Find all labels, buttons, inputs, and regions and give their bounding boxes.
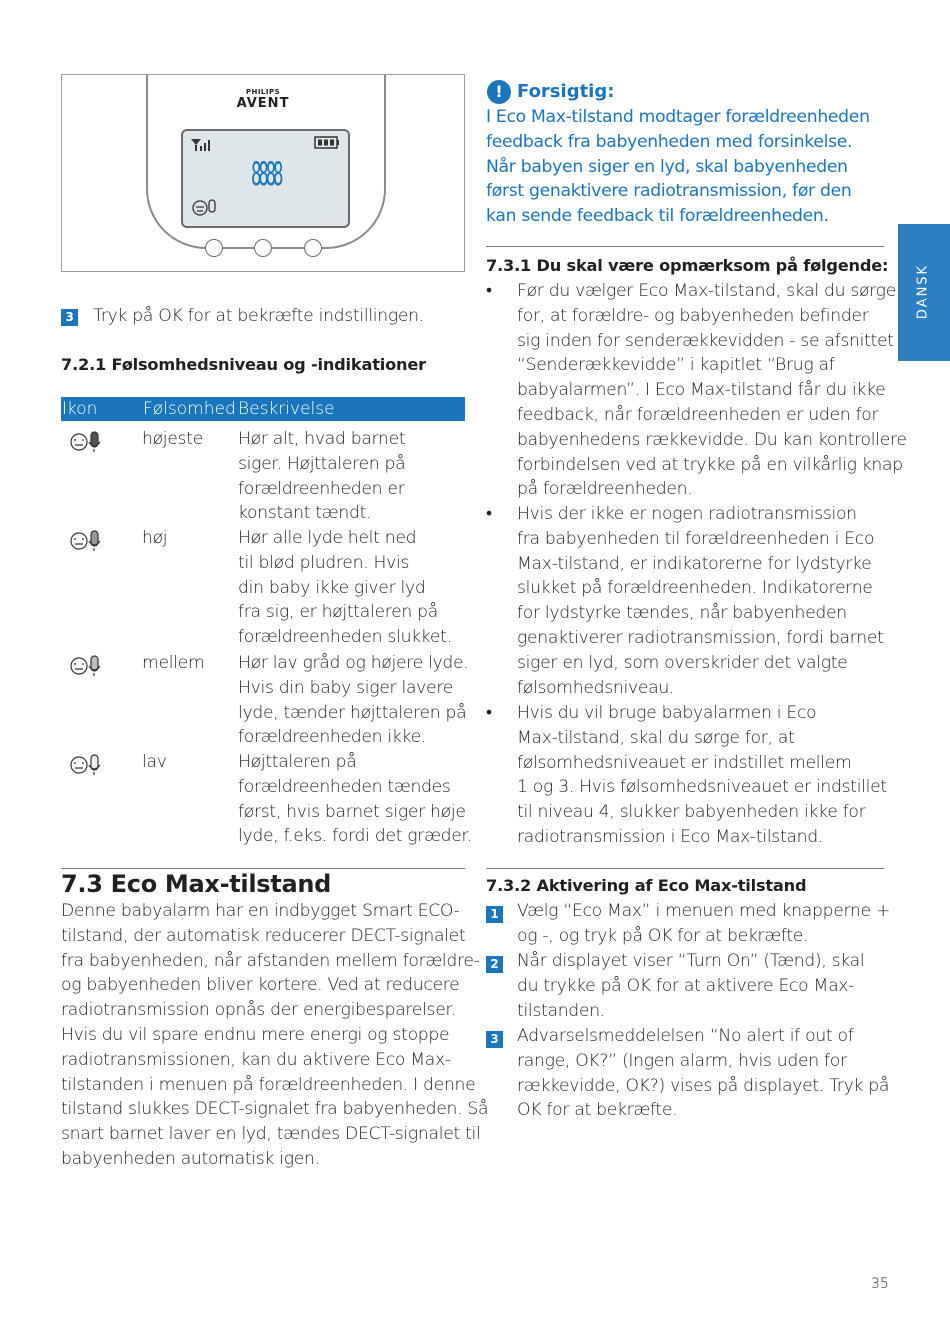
section-731-title: 7.3.1 Du skal være opmærksom på følgende: — [486, 256, 889, 275]
step-3 — [61, 304, 424, 329]
caution-icon: ! — [487, 80, 511, 104]
section-73-body — [61, 899, 488, 1172]
text-line: for, at forældre- og babyenheden befinder — [517, 305, 869, 326]
text-line: først genaktivere radiotransmission, før den — [486, 181, 852, 202]
text-line: og -, og tryk på OK for at bekræfte. — [517, 925, 809, 946]
text-line: for lydstyrke tændes, når babyenheden — [517, 603, 847, 624]
text-line: slukket på forældreenheden. Indikatorerne — [517, 578, 873, 599]
sensitivity-level-icon — [68, 752, 116, 780]
text-line: Hvis du vil bruge babyalarmen i Eco — [517, 703, 817, 723]
col-header-description: Beskrivelse — [238, 399, 335, 419]
brand-avent: AVENT — [236, 96, 290, 111]
signal-icon — [191, 139, 210, 151]
text-line: på forældreenheden. — [517, 479, 693, 500]
device-button-middle — [254, 239, 272, 257]
step-number-badge: 2 — [486, 956, 503, 973]
text-line: genaktiverer radiotransmission, fordi barnet — [517, 627, 884, 648]
step-text — [517, 949, 864, 1023]
text-line: babyenhedens rækkevidde. Du kan kontrollere — [517, 429, 907, 450]
text-line: forældreenheden er — [238, 478, 405, 499]
bullet-item — [517, 279, 907, 502]
col-header-icon: Ikon — [62, 399, 98, 419]
text-line: radiotransmissionen, kan du aktivere Eco Max- — [61, 1049, 451, 1070]
sensitivity-description — [238, 651, 468, 750]
text-line: Når babyen siger en lyd, skal babyenheden — [486, 156, 848, 177]
text-line: feedback fra babyenheden med forsinkelse. — [486, 131, 853, 152]
text-line: forældreenheden slukket. — [238, 627, 452, 648]
divider — [61, 868, 465, 869]
text-line: Max-tilstand, skal du sørge for, at — [517, 727, 795, 748]
text-line: babyalarmen”. I Eco Max-tilstand får du ikke — [517, 380, 886, 401]
step-number — [486, 1028, 503, 1048]
text-line: Hvis din baby siger lavere — [238, 677, 453, 698]
sensitivity-description — [238, 526, 452, 650]
text-line: konstant tændt. — [238, 503, 372, 524]
text-line: og babyenheden bliver kortere. Ved at reducere — [61, 975, 460, 996]
step-text — [517, 1024, 889, 1123]
text-line: Hør alt, hvad barnet — [238, 429, 406, 449]
text-line: I Eco Max-tilstand modtager forældreenheden — [486, 107, 870, 127]
sensitivity-description — [238, 750, 472, 849]
text-line: radiotransmission i Eco Max-tilstand. — [517, 826, 824, 847]
text-line: Vælg “Eco Max” i menuen med knapperne + — [517, 901, 891, 921]
sensitivity-level: lav — [142, 752, 167, 772]
bullet-item — [517, 502, 884, 700]
brand-philips: PHILIPS — [245, 88, 281, 96]
language-tab — [898, 224, 950, 361]
text-line: Højttaleren på — [238, 752, 357, 772]
sensitivity-description — [238, 427, 405, 526]
text-line: feedback, når forældreenheden er uden for — [517, 404, 879, 425]
page-number: 35 — [871, 1276, 889, 1292]
text-line: rækkevidde, OK?) vises på displayet. Tryk på — [517, 1075, 890, 1096]
col-header-sensitivity: Følsomhed — [143, 399, 236, 419]
text-line: Når displayet viser “Turn On” (Tænd), skal — [517, 951, 865, 971]
caution-title: Forsigtig: — [517, 81, 615, 102]
device-button-right — [304, 239, 322, 257]
divider — [486, 246, 884, 247]
step-text: Tryk på OK for at bekræfte indstillingen. — [93, 306, 424, 326]
bullet-item — [517, 701, 887, 850]
text-line: “Senderækkevidde” i kapitlet “Brug af — [517, 355, 835, 376]
text-line: Max-tilstand, er indikatorerne for lydstyrke — [517, 553, 872, 574]
text-line: fra sig, er højttaleren på — [238, 602, 438, 623]
caution-body — [486, 105, 870, 229]
text-line: Før du vælger Eco Max-tilstand, skal du sørge — [517, 281, 896, 301]
device-button-left — [205, 239, 223, 257]
section-721-title: 7.2.1 Følsomhedsniveau og -indikationer — [61, 355, 426, 374]
text-line: Denne babyalarm har en indbygget Smart ECO- — [61, 901, 460, 921]
device-illustration — [61, 74, 465, 272]
sensitivity-level: højeste — [142, 429, 203, 449]
text-line: fra babyenheden til forældreenheden i Eco — [517, 528, 875, 549]
text-line: Hvis der ikke er nogen radiotransmission — [517, 504, 857, 524]
section-732-title: 7.3.2 Aktivering af Eco Max-tilstand — [486, 876, 807, 895]
text-line: siger en lyd, som overskrider det valgte — [517, 652, 848, 673]
text-line: sig inden for senderækkevidden - se afsnittet — [517, 330, 894, 351]
text-line: følsomhedsniveauet er indstillet mellem — [517, 752, 852, 773]
text-line: radiotransmission opnås der energibesparelser. — [61, 1000, 456, 1021]
step-number-badge: 3 — [486, 1031, 503, 1048]
text-line: tilstanden i menuen på forældreenheden. I denne — [61, 1074, 476, 1095]
sensitivity-level: mellem — [142, 653, 205, 673]
text-line: tilstand, der automatisk reducerer DECT-signalet — [61, 925, 466, 946]
text-line: forældreenheden tændes — [238, 776, 451, 797]
language-tab-label: DANSK — [915, 263, 931, 320]
text-line: fra babyenheden, når afstanden mellem forældre- — [61, 950, 480, 971]
step-number: 3 — [61, 309, 78, 326]
text-line: siger. Højttaleren på — [238, 453, 406, 474]
text-line: tilstanden. — [517, 1000, 605, 1021]
text-line: du trykke på OK for at aktivere Eco Max- — [517, 975, 855, 996]
text-line: snart barnet laver en lyd, tændes DECT-signalet til — [61, 1124, 481, 1145]
text-line: Advarselsmeddelelsen “No alert if out of — [517, 1026, 854, 1046]
sensitivity-icon — [193, 200, 215, 215]
text-line: Hør lav gråd og højere lyde. — [238, 653, 469, 673]
text-line: 1 og 3. Hvis følsomhedsniveauet er indstillet — [517, 777, 887, 798]
step-text — [517, 899, 890, 949]
step-number — [486, 903, 503, 923]
bullet-marker: • — [486, 504, 492, 524]
step-number-badge: 1 — [486, 906, 503, 923]
text-line: til blød pludren. Hvis — [238, 552, 410, 573]
text-line: tilstand slukkes DECT-signalet fra babyenheden. Så — [61, 1099, 489, 1120]
text-line: kan sende feedback til forældreenheden. — [486, 206, 829, 227]
sensitivity-level-icon — [68, 653, 116, 681]
lcd-digits: 8888 — [251, 155, 281, 193]
bullet-marker: • — [486, 281, 492, 301]
text-line: Hør alle lyde helt ned — [238, 528, 417, 548]
text-line: din baby ikke giver lyd — [238, 577, 426, 598]
text-line: forældreenheden ikke. — [238, 727, 427, 748]
text-line: babyenheden automatisk igen. — [61, 1148, 320, 1169]
text-line: forbindelsen ved at trykke på en vilkårlig knap — [517, 454, 903, 475]
sensitivity-level-icon — [68, 429, 116, 457]
step-number — [486, 953, 503, 973]
text-line: Hvis du vil spare endnu mere energi og stoppe — [61, 1024, 450, 1045]
text-line: range, OK?” (Ingen alarm, hvis uden for — [517, 1050, 847, 1071]
text-line: først, hvis barnet siger høje — [238, 801, 466, 822]
bullet-marker: • — [486, 703, 492, 723]
sensitivity-level: høj — [142, 528, 168, 548]
section-73-title: 7.3 Eco Max-tilstand — [61, 870, 332, 898]
text-line: til niveau 4, slukker babyenheden ikke for — [517, 802, 866, 823]
sensitivity-table-header — [61, 397, 465, 421]
text-line: lyde, tænder højttaleren på — [238, 702, 467, 723]
text-line: OK for at bekræfte. — [517, 1100, 678, 1121]
text-line: lyde, f.eks. fordi det græder. — [238, 826, 472, 847]
text-line: følsomhedsniveau. — [517, 677, 675, 698]
divider — [486, 868, 884, 869]
sensitivity-level-icon — [68, 528, 116, 556]
lcd-display — [181, 129, 350, 228]
battery-icon — [315, 137, 339, 148]
